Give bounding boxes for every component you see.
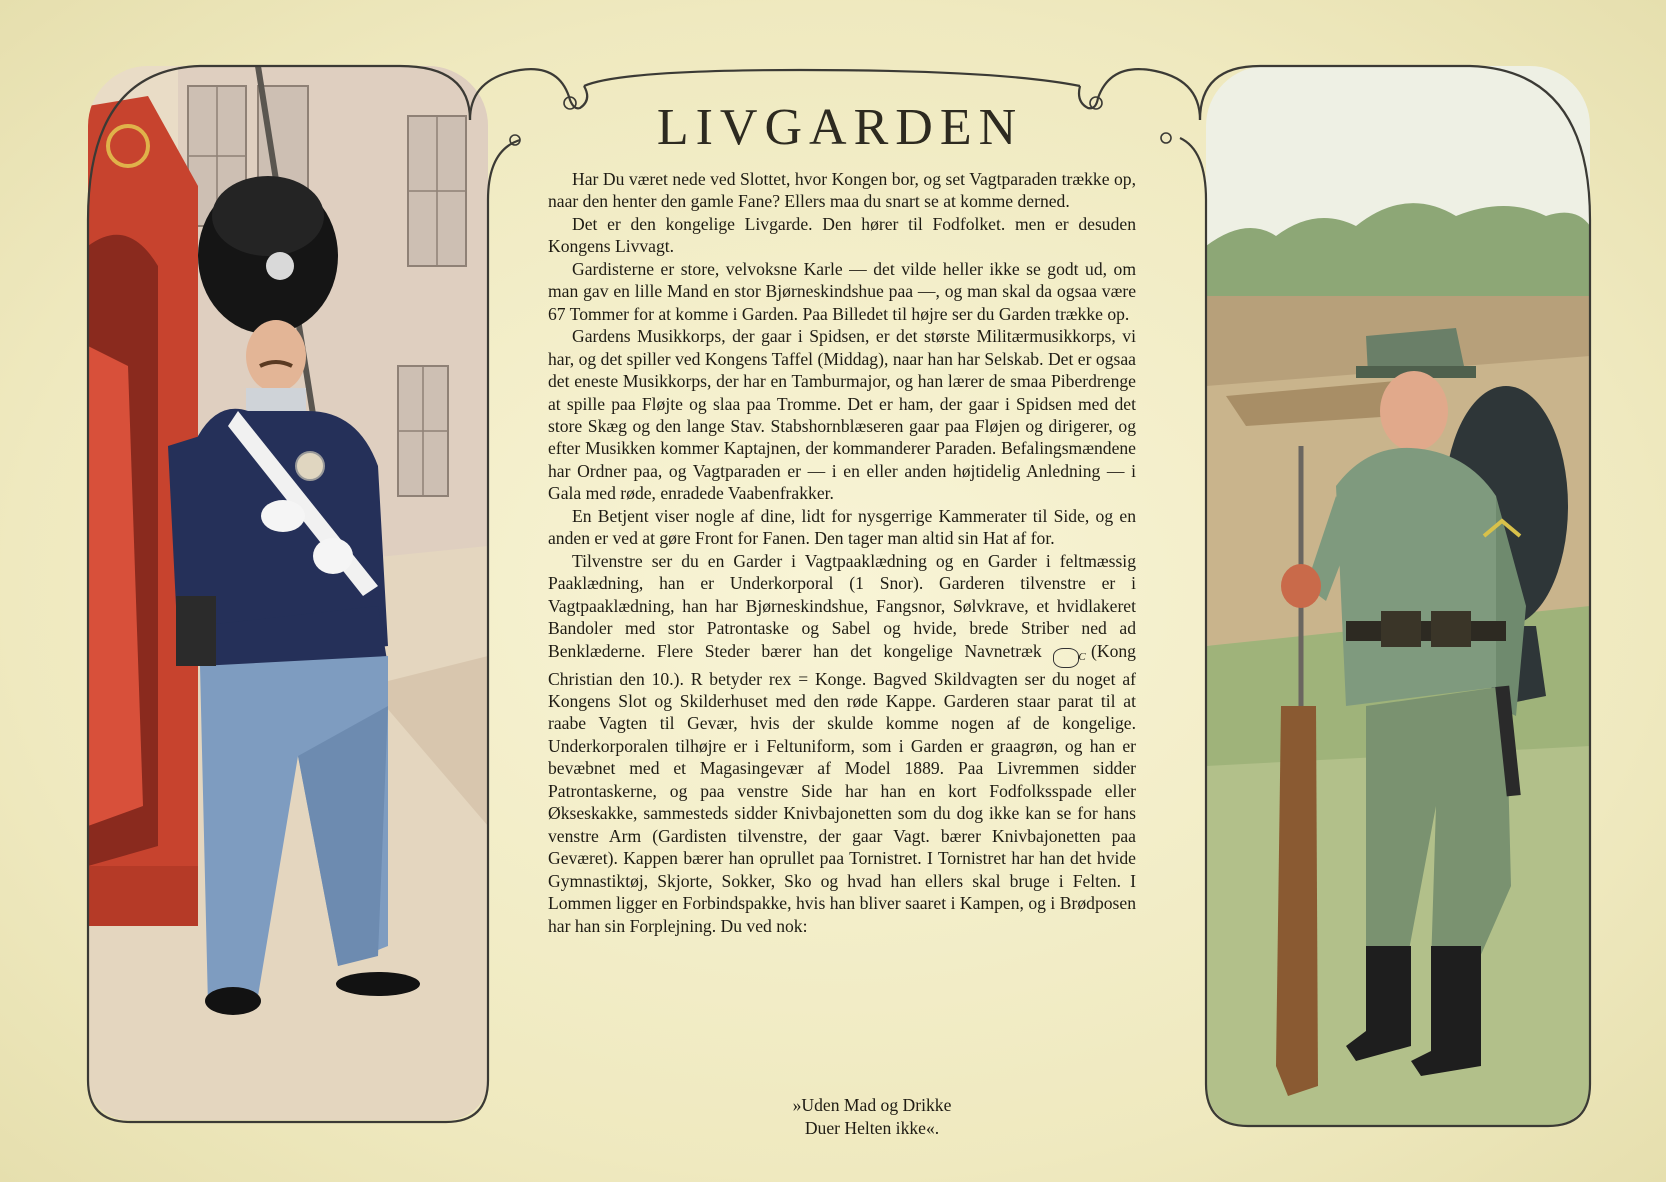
closing-verse (548, 1094, 1136, 1139)
paragraph-1: Har Du været nede ved Slottet, hvor Kongen bor, og set Vagtparaden trække op, naar den henter den gamle Fane? Ellers maa du snart se at komme derned. (548, 169, 1136, 212)
paragraph-2: Det er den kongelige Livgarde. Den hører til Fodfolket. men er desuden Kongens Livvagt. (548, 213, 1136, 257)
page-title: LIVGARDEN (656, 99, 1024, 156)
verse-line-1: »Uden Mad og Drikke (792, 1095, 952, 1115)
paragraph-6-end: (Kong Christian den 10.). R betyder rex = Konge. Bagved Skildvagten ser du noget af Kongens Slot og Skilderhuset med den røde Kappe. Garderen staar parat til at raabe Vagten til Gevær, hvis der skulde komme nogen af de kongelige. Underkorporalen tilhøjre er i Feltuniform, som i Garden er graagrøn, og han er bevæbnet med et Magasingevær af Model 1889. Paa Livremmen sidder Patrontaskerne, og paa venstre Side har han en kort Fodfolksspade eller Økseskakke, sammesteds sidder Knivbajonetten som du dog ikke kan se for hans venstre Arm (Gardisten tilvenstre, der gaar Vagt. bærer Knivbajonetten paa Geværet). Kappen bærer han oprullet paa Tornistret. I Tornistret har han det hvide Gymnastiktøj, Skjorte, Sokker, Sko og hvad han ellers skal bruge i Felten. I Lommen ligger en Forbindspakke, hvis han bliver saaret i Kampen, og i Brødposen har han sin Forplejning. Du ved nok: (548, 640, 1136, 936)
paragraph-4: Gardens Musikkorps, der gaar i Spidsen, er det største Militærmusikkorps, vi har, og det spiller ved Kongens Taffel (Middag), naar han har Selskab. Det er ogsaa det eneste Musikkorps, der har en Tamburmajor, og han lærer de smaa Piberdrenge at spille paa Fløjte og slaa paa Tromme. Det er ham, der gaar i Spidsen med det store Skæg og den lange Stav. Stabshornblæseren gaar paa Fløjen og dirigerer, og efter Musikken kommer Kaptajnen, der kommanderer Paraden. Befalingsmændene har Ordner paa, og Vagtparaden er — i en eller anden højtidelig Anledning — i Gala med røde, enradede Vaabenfrakker. (548, 326, 1136, 504)
verse-line-2: Duer Helten ikke«. (804, 1117, 940, 1138)
paragraph-6 (548, 550, 1136, 937)
paragraph-5: En Betjent viser nogle af dine, lidt for nysgerrige Kammerater til Side, og en anden er ved at gøre Front for Fanen. Den tager man altid sin Hat af for. (548, 505, 1136, 549)
article-body (548, 168, 1136, 937)
royal-monogram-icon: C (1053, 648, 1079, 668)
paragraph-6-start: Tilvenstre ser du en Garder i Vagtpaaklædning og en Garder i feltmæssig Paaklædning, han er Underkorporal (1 Snor). Garderen tilvenstre er i Vagtpaaklædning, han har Bjørneskindshue, Fangsnor, Sølvkrave, et hvidlakeret Bandoler med stor Patrontaske og Sabel og hvide, brede Striber ned ad Benklæderne. Flere Steder bærer han det kongelige Navnetræk (548, 550, 1136, 661)
paragraph-3: Gardisterne er store, velvoksne Karle — det vilde heller ikke se godt ud, om man gav en lille Mand en stor Bjørneskindshue paa —, og man skal da ogsaa være 67 Tommer for at komme i Garden. Paa Billedet til højre ser du Garden trække op. (548, 258, 1136, 324)
